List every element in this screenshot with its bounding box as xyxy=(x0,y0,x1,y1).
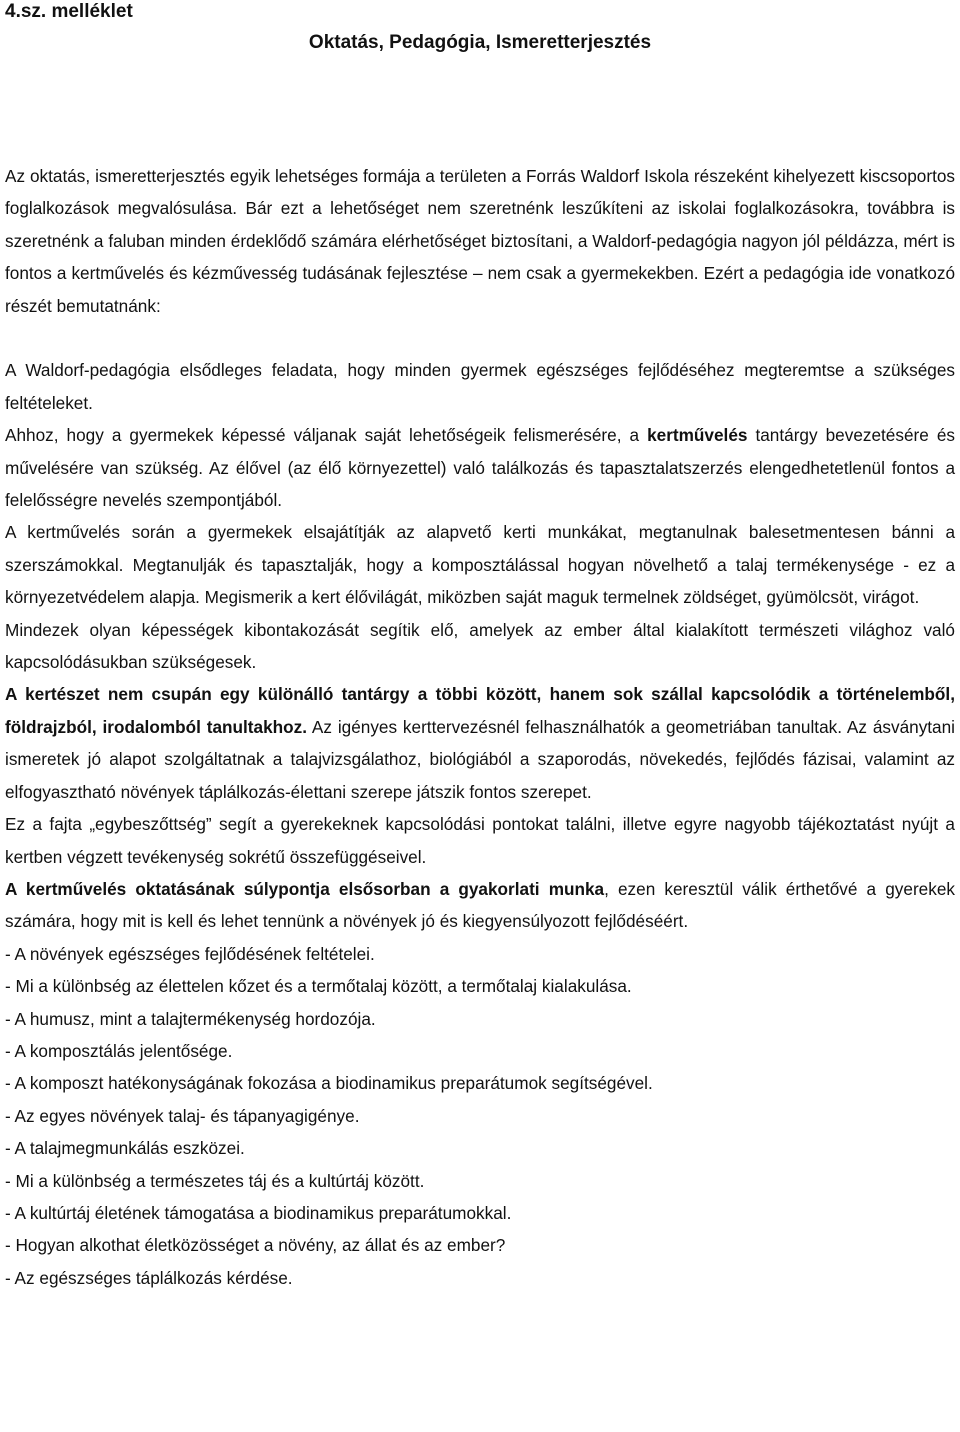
text-run: , ezen keresztül válik érthetővé a gyerekek számára, hogy mit is kell és lehet tennünk a növények jó és kiegyensúlyozott fejlődéséért. xyxy=(5,878,955,932)
list-item: - Mi a különbség az élettelen kőzet és a termőtalaj között, a termőtalaj kialakulása. xyxy=(5,976,632,997)
paragraph-interdisciplinary xyxy=(5,678,955,808)
paragraph-practical-work xyxy=(5,873,955,938)
bold-term: kertművelés xyxy=(647,425,748,446)
list-item: - Az egészséges táplálkozás kérdése. xyxy=(5,1267,293,1288)
paragraph-spacer xyxy=(5,322,955,354)
list-item: - Hogyan alkothat életközösséget a növény, az állat és az ember? xyxy=(5,1235,506,1256)
list-item: - A humusz, mint a talajtermékenység hordozója. xyxy=(5,1008,376,1029)
list-item: - A komposzt hatékonyságának fokozása a biodinamikus preparátumok segítségével. xyxy=(5,1073,653,1094)
paragraph-gardening-subject xyxy=(5,419,955,516)
paragraph-gardening-skills: A kertművelés során a gyermekek elsajátítják az alapvető kerti munkákat, megtanulnak balesetmentesen bánni a szerszámokkal. Megtanulják és tapasztalják, hogy a komposztálással hogyan növelhető a talaj termékenysége - ez a környezetvédelem alapja. Megismerik a kert élővilágát, miközben saját maguk termelnek zöldséget, gyümölcsöt, virágot. xyxy=(5,522,955,608)
paragraph-intro: Az oktatás, ismeretterjesztés egyik lehetséges formája a területen a Forrás Waldorf Iskola részeként kihelyezett kiscsoportos foglalkozások megvalósulása. Bár ezt a lehetőséget nem szeretnénk leszűkíteni az iskolai foglalkozásokra, továbbra is szeretnénk a faluban minden érdeklődő számára elérhetőséget biztosítani, a Waldorf-pedagógia nagyon jól példázza, mért is fontos a kertművelés és kézművesség tudásának fejlesztése – nem csak a gyermekekben. Ezért a pedagógia ide vonatkozó részét bemutatnánk: xyxy=(5,166,955,316)
annex-label: 4.sz. melléklet xyxy=(5,1,133,22)
paragraph-interconnection: Ez a fajta „egybeszőttség” segít a gyerekeknek kapcsolódási pontokat találni, illetve egyre nagyobb tájékoztatást nyújt a kertben végzett tevékenység sokrétű összefüggéseivel. xyxy=(5,814,955,867)
text-run: tantárgy bevezetésére és művelésére van szükség. Az élővel (az élő környezettel) való találkozás és tapasztalatszerzés elengedhetetlenül fontos a felelősségre nevelés szempontjából. xyxy=(5,425,955,511)
document-body xyxy=(5,160,955,1294)
list-item: - A komposztálás jelentősége. xyxy=(5,1040,233,1061)
list-item: - Mi a különbség a természetes táj és a kultúrtáj között. xyxy=(5,1170,425,1191)
list-item: - Az egyes növények talaj- és tápanyagigénye. xyxy=(5,1105,360,1126)
topic-list xyxy=(5,938,955,1294)
bold-statement: A kertművelés oktatásának súlypontja elsősorban a gyakorlati munka xyxy=(5,878,605,899)
paragraph-task: A Waldorf-pedagógia elsődleges feladata, hogy minden gyermek egészséges fejlődéséhez megteremtse a szükséges feltételeket. xyxy=(5,360,955,413)
text-run: Ahhoz, hogy a gyermekek képessé váljanak saját lehetőségeik felismerésére, a xyxy=(5,425,648,446)
list-item: - A kultúrtáj életének támogatása a biodinamikus preparátumokkal. xyxy=(5,1202,512,1223)
list-item: - A növények egészséges fejlődésének feltételei. xyxy=(5,943,375,964)
list-item: - A talajmegmunkálás eszközei. xyxy=(5,1138,245,1159)
page-title: Oktatás, Pedagógia, Ismeretterjesztés xyxy=(308,32,652,53)
text-run: Az igényes kerttervezésnél felhasználhatók a geometriában tanultak. Az ásványtani ismeretek jó alapot szolgáltatnak a talajvizsgálathoz, biológiából a szaporodás, növekedés, fejlődés fázisai, valamint az elfogyasztható növények táplálkozás-élettani szerepe játszik fontos szerepet. xyxy=(5,716,955,802)
bold-statement: A kertészet nem csupán egy különálló tantárgy a többi között, hanem sok szállal kapcsolódik a történelemből, földrajzból, irodalomból tanultakhoz. xyxy=(5,684,955,737)
paragraph-abilities: Mindezek olyan képességek kibontakozását segítik elő, amelyek az ember által kialakított természeti világhoz való kapcsolódásukban szükségesek. xyxy=(5,619,955,673)
